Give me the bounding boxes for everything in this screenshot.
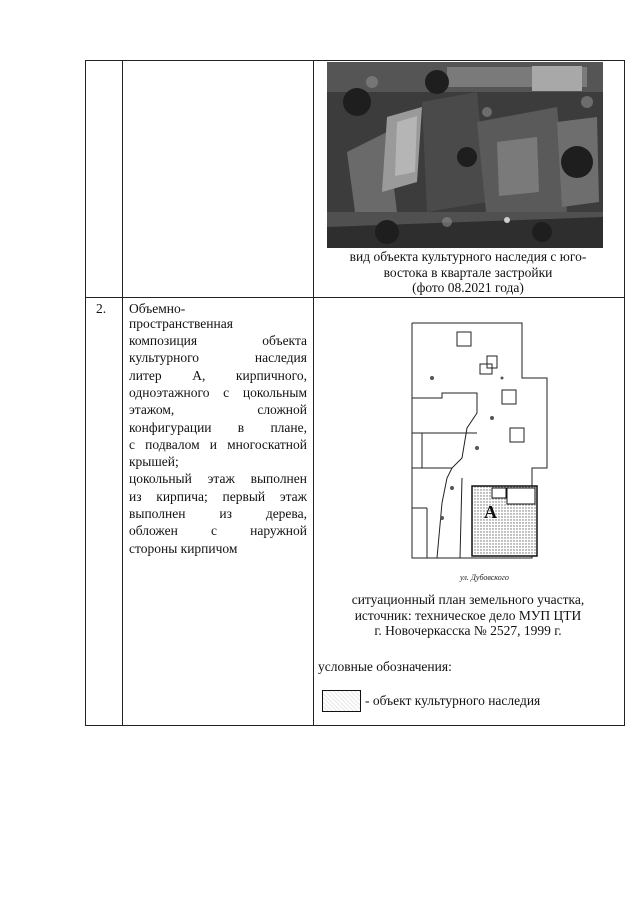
plan-caption-line: г. Новочеркасска № 2527, 1999 г.: [374, 623, 562, 638]
description-line: стороны кирпичом: [129, 541, 238, 556]
description-line: пространственная: [129, 316, 233, 331]
description-line: этажом, сложной: [129, 402, 307, 417]
legend-item-label: - объект культурного наследия: [365, 693, 541, 708]
building-letter: А: [484, 502, 497, 522]
column-divider-1: [122, 60, 123, 726]
building-photo: [327, 62, 603, 248]
table-border-right: [624, 60, 625, 726]
site-plan: [402, 318, 557, 586]
table-border-left: [85, 60, 86, 726]
description-line: культурного наследия: [129, 350, 307, 365]
description-line: Объемно-: [129, 301, 186, 316]
photo-caption-line: вид объекта культурного наследия с юго-: [349, 249, 587, 264]
legend-title: условные обозначения:: [318, 659, 452, 674]
row-number: 2.: [96, 301, 107, 316]
description-line: одноэтажного с цокольным: [129, 385, 307, 400]
plan-caption-line: ситуационный план земельного участка,: [351, 592, 585, 607]
table-border-bottom: [85, 725, 625, 726]
description-line: композиция объекта: [129, 333, 307, 348]
table-border-top: [85, 60, 625, 61]
photo-caption: [318, 249, 618, 296]
column-divider-2: [313, 60, 314, 726]
building-photo-image: [327, 62, 603, 248]
photo-caption-line: (фото 08.2021 года): [412, 280, 524, 295]
description-line: выполнен из дерева,: [129, 506, 307, 521]
plan-caption: [318, 592, 618, 639]
description-line: обложен с наружной: [129, 523, 307, 538]
description-line: литер А, кирпичного,: [129, 368, 307, 383]
description-line: крышей;: [129, 454, 179, 469]
description-line: цокольный этаж выполнен: [129, 471, 307, 486]
row-divider: [85, 297, 625, 298]
plan-caption-line: источник: техническое дело МУП ЦТИ: [354, 607, 582, 623]
legend-swatch: [322, 690, 361, 712]
description-line: конфигурации в плане,: [129, 420, 307, 435]
photo-caption-line: востока в квартале застройки: [383, 264, 553, 280]
heritage-building-outline: [472, 486, 537, 556]
description-line: с подвалом и многоскатной: [129, 437, 307, 452]
street-label: ул. Дубовского: [460, 573, 509, 582]
description-line: из кирпича; первый этаж: [129, 489, 307, 504]
